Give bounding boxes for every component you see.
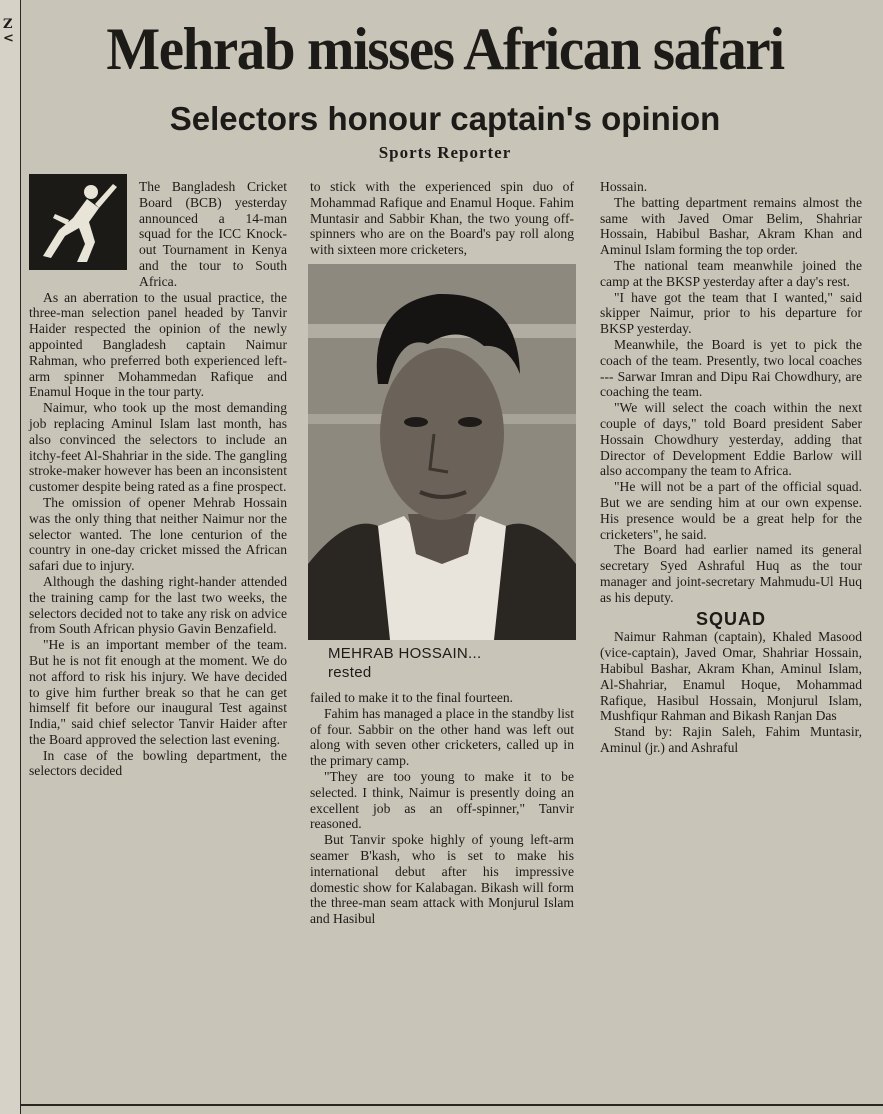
squad-heading: SQUAD (695, 608, 766, 629)
bottom-rule (20, 1104, 883, 1106)
paragraph: As an aberration to the usual practice, the three-man selection panel headed by Tanvir Haider respected the opinion of the newly appointed Bangladesh captain Naimur Rahman, who preferred both experienced left-arm spinner Mohammedan Rafique and Enamul Hoque in the tour party. (29, 289, 287, 400)
squad-list: Naimur Rahman (captain), Khaled Masood (vice-captain), Javed Omar, Shahriar Hossain, Habibul Bashar, Akram Khan, Aminul Islam, Al-Shahriar, Enamul Hoque, Mohammad Rafique, Hasibul Hossain, Monjurul Islam, Mushfiqur Rahman and Bikash Ranjan Das (600, 629, 862, 724)
article-column-3 (600, 179, 862, 756)
paragraph: In case of the bowling department, the selectors decided (29, 747, 287, 779)
paragraph: The national team meanwhile joined the camp at the BKSP yesterday after a day's rest. (600, 257, 862, 289)
paragraph: The Bangladesh Cricket Board (BCB) yesterday announced a 14-man squad for the ICC Knock-out Tournament in Kenya and the tour to South Africa. (139, 179, 287, 289)
byline: Sports Reporter (378, 143, 512, 162)
paragraph: The Board had earlier named its general secretary Syed Ashraful Huq as the tour manager and joint-secretary Mahmudu-Ul Huq as his deputy. (600, 542, 862, 605)
paragraph: "He is an important member of the team. But he is not fit enough at the moment. We do not afford to risk his injury. We have decided to give him further break so that he can get himself fit before our inaugural Test against India," said chief selector Tanvir Haider after the Board approved the selection last evening. (29, 637, 287, 747)
paragraph: "He will not be a part of the official squad. But we are sending him at our own expense. His presence would be a great help for the cricketers", he said. (600, 479, 862, 542)
headline: Mehrab misses African safari (106, 16, 784, 82)
paragraph: Fahim has managed a place in the standby list of four. Sabbir on the other hand was left out along with seven other cricketers, called up in the primary camp. (310, 705, 574, 769)
caption-name: MEHRAB HOSSAIN... (328, 644, 482, 662)
player-photo (308, 264, 576, 640)
paragraph: "They are too young to make it to be selected. I think, Naimur is presently doing an excellent job as an off-spinner," Tanvir reasoned. (310, 768, 574, 832)
cricket-logo-icon (29, 174, 127, 270)
article-column-1 (29, 179, 287, 779)
paragraph: failed to make it to the final fourteen. (310, 689, 514, 705)
left-margin-rule (0, 0, 21, 1114)
paragraph: Hossain. (600, 179, 648, 194)
paragraph: to stick with the experienced spin duo of Mohammad Rafique and Enamul Hoque. Fahim Muntasir and Sabbir Khan, the two young off-spinners who are on the Board's pay roll along with sixteen more cricketers, (310, 179, 574, 258)
paragraph: Meanwhile, the Board is yet to pick the coach of the team. Presently, two local coaches --- Sarwar Imran and Dipu Rai Chowdhury, are coaching the team. (600, 336, 862, 400)
paragraph: Although the dashing right-hander attended the training camp for the last two weeks, the selectors decided not to take any risk on advice from South African physio Gavin Benzafield. (29, 573, 287, 637)
paragraph: The omission of opener Mehrab Hossain was the only thing that neither Naimur nor the selector wanted. The lone centurion of the country in one-day cricket missed the African safari due to injury. (29, 494, 287, 574)
paragraph: "We will select the coach within the next couple of days," told Board president Saber Hossain Chowdhury yesterday, adding that Director of Development Eddie Barlow will also accompany the team to Africa. (600, 400, 862, 479)
standby-list: Stand by: Rajin Saleh, Fahim Muntasir, Aminul (jr.) and Ashraful (600, 724, 862, 755)
caption-status: rested (328, 663, 372, 681)
photo-caption (328, 644, 574, 682)
paragraph: The batting department remains almost the same with Javed Omar Belim, Shahriar Hossain, Habibul Bashar, Akram Khan and Aminul Islam forming the top order. (600, 194, 862, 258)
subheadline: Selectors honour captain's opinion (169, 100, 721, 137)
article-column-2 (310, 179, 574, 927)
paragraph: Naimur, who took up the most demanding job replacing Aminul Islam last month, has also convinced the selectors to include an itchy-feet Al-Shahriar in the side. The gangling stroke-maker however has been an inconsistent customer despite being rated as a fine prospect. (29, 400, 287, 495)
paragraph: But Tanvir spoke highly of young left-arm seamer B'kash, who is set to make his international debut after his impressive domestic show for Kalabagan. Bikash will form the three-man seam attack with Monjurul Islam and Hasibul (310, 832, 574, 927)
margin-fragment: Z < (3, 17, 14, 46)
paragraph: "I have got the team that I wanted," said skipper Naimur, prior to his departure for BKSP yesterday. (600, 289, 862, 337)
